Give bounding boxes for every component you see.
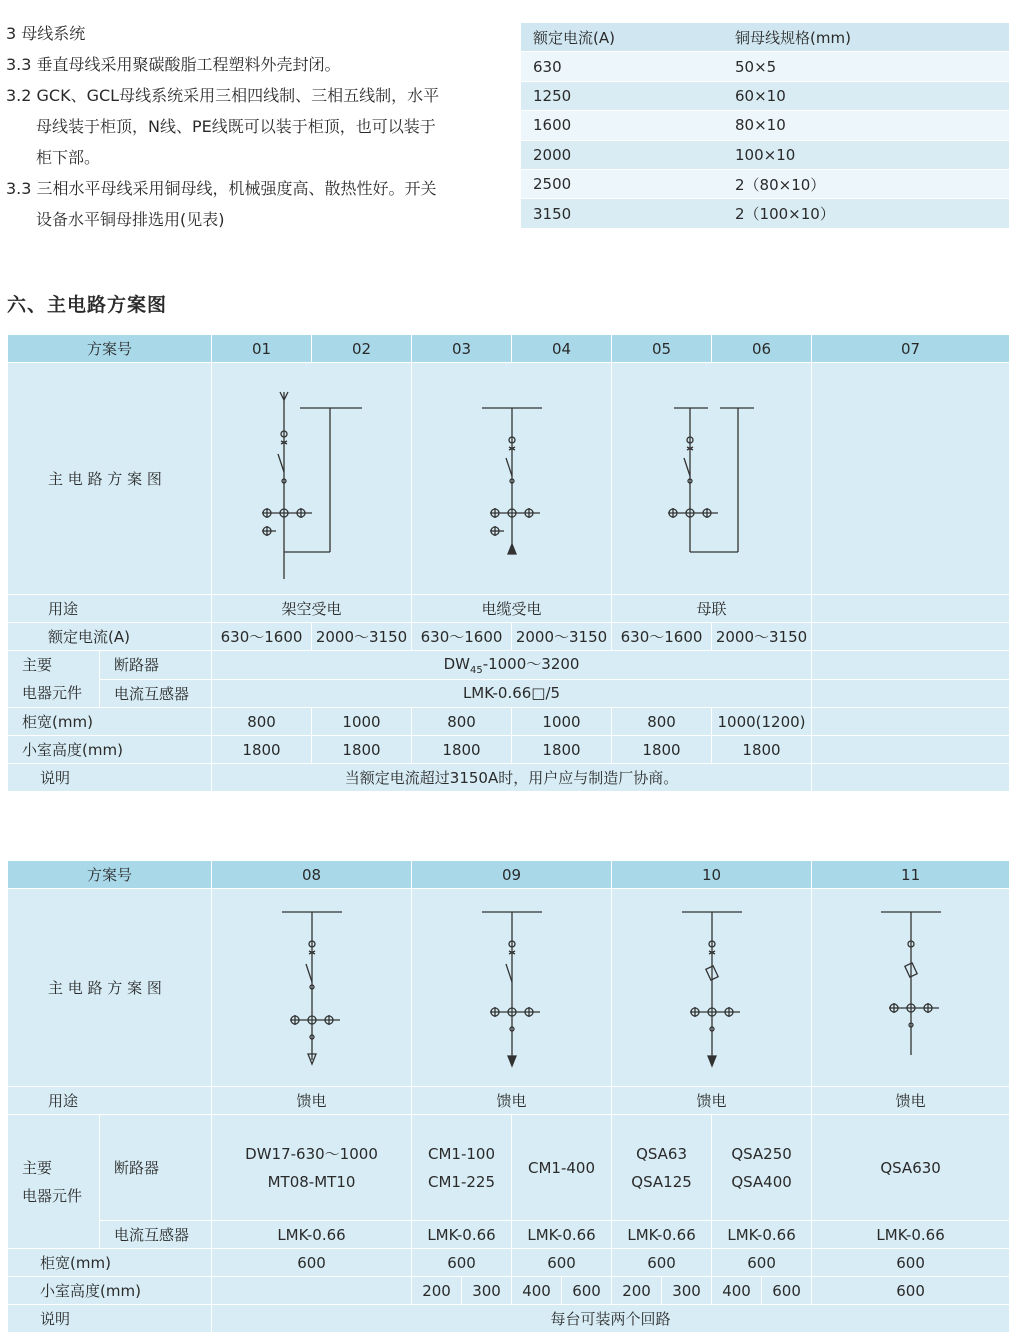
height-value: 1800: [312, 736, 412, 764]
breaker-value: [212, 651, 812, 680]
cell: 2000: [521, 140, 723, 169]
cell: 1250: [521, 81, 723, 110]
cell: 1600: [521, 111, 723, 140]
height-value: 400: [512, 1277, 562, 1305]
diagram-cell-10: [612, 889, 812, 1087]
current-value: 2000～3150: [312, 623, 412, 651]
main-components-label: [8, 1115, 100, 1249]
current-value: 630～1600: [212, 623, 312, 651]
diagram-cell-11: [812, 889, 1010, 1087]
table-row: [521, 81, 1009, 110]
table-row: [8, 1249, 1010, 1277]
circuit-diagram-overhead-incoming: [212, 364, 412, 594]
breaker-line: DW17-630～1000: [245, 1144, 378, 1163]
height-value: 600: [562, 1277, 612, 1305]
width-value: 1000: [512, 708, 612, 736]
breaker-line: CM1-225: [428, 1172, 496, 1191]
breaker-value-10b: [712, 1115, 812, 1221]
use-value: 馈电: [812, 1087, 1010, 1115]
table-row: [8, 736, 1010, 764]
current-value: 630～1600: [412, 623, 512, 651]
table-row: [8, 1087, 1010, 1115]
breaker-value-09b: CM1-400: [512, 1115, 612, 1221]
width-value: 600: [612, 1249, 712, 1277]
empty-cell: [212, 1277, 412, 1305]
height-value: 600: [762, 1277, 812, 1305]
empty-cell: [812, 623, 1010, 651]
notes-block: [6, 18, 516, 235]
breaker-line: QSA63: [636, 1144, 688, 1163]
table-row: [8, 335, 1010, 363]
ct-value: LMK-0.66: [412, 1221, 512, 1249]
width-value: 800: [412, 708, 512, 736]
width-label: 柜宽(mm): [8, 1249, 212, 1277]
breaker-value-10a: [612, 1115, 712, 1221]
height-value: 300: [662, 1277, 712, 1305]
width-value: 600: [712, 1249, 812, 1277]
note-line: 3.3 三相水平母线采用铜母线，机械强度高、散热性好。开关: [6, 179, 437, 198]
height-value: 200: [412, 1277, 462, 1305]
empty-cell: [812, 764, 1010, 792]
cell: 2500: [521, 169, 723, 198]
table-row: [8, 679, 1010, 708]
breaker-prefix: DW: [443, 655, 470, 674]
width-value: 600: [212, 1249, 412, 1277]
ct-value: LMK-0.66: [612, 1221, 712, 1249]
table-row: [8, 764, 1010, 792]
height-value: 200: [612, 1277, 662, 1305]
table-row: [8, 889, 1010, 1087]
use-value: 馈电: [412, 1087, 612, 1115]
ct-label: 电流互感器: [100, 679, 212, 708]
cell: 2（80×10）: [723, 169, 1009, 198]
width-value: 1000: [312, 708, 412, 736]
diagram-label: 主 电 路 方 案 图: [8, 363, 212, 595]
cell: 50×5: [723, 52, 1009, 81]
height-value: 1800: [412, 736, 512, 764]
table-row: [8, 1277, 1010, 1305]
note-line: 3.2 GCK、GCL母线系统采用三相四线制、三相五线制，水平: [6, 86, 440, 105]
breaker-line: CM1-100: [428, 1144, 496, 1163]
diagram-cell-05-06: [612, 363, 812, 595]
scheme-number: 01: [212, 335, 312, 363]
breaker-line: MT08-MT10: [267, 1172, 356, 1191]
note-line: 3.3 垂直母线采用聚碳酸脂工程塑料外壳封闭。: [6, 55, 341, 74]
breaker-line: QSA400: [731, 1172, 792, 1191]
use-label: 用途: [8, 1087, 212, 1115]
scheme-label: 方案号: [8, 335, 212, 363]
use-value: 馈电: [612, 1087, 812, 1115]
current-value: 2000～3150: [712, 623, 812, 651]
busbar-spec-table: [521, 23, 1009, 229]
table-row: [521, 140, 1009, 169]
use-label: 用途: [8, 595, 212, 623]
width-value: 600: [412, 1249, 512, 1277]
use-value: 母联: [612, 595, 812, 623]
table-row: [8, 861, 1010, 889]
empty-cell: [812, 708, 1010, 736]
scheme-number: 03: [412, 335, 512, 363]
circuit-diagram-bus-tie: [612, 364, 812, 594]
height-label: 小室高度(mm): [8, 1277, 212, 1305]
table-row: [8, 1221, 1010, 1249]
circuit-diagram-cable-incoming: [412, 364, 612, 594]
height-value: 300: [462, 1277, 512, 1305]
diagram-cell-03-04: [412, 363, 612, 595]
diagram-label: 主 电 路 方 案 图: [8, 889, 212, 1087]
note-value: 当额定电流超过3150A时，用户应与制造厂协商。: [212, 764, 812, 792]
table-row: [8, 623, 1010, 651]
table-row: [521, 169, 1009, 198]
scheme-number: 05: [612, 335, 712, 363]
use-value: 馈电: [212, 1087, 412, 1115]
circuit-diagram-feeder-11: [812, 890, 1010, 1086]
table-row: [521, 52, 1009, 81]
scheme-number: 10: [612, 861, 812, 889]
scheme-number: 04: [512, 335, 612, 363]
current-value: 630～1600: [612, 623, 712, 651]
table-row: [8, 363, 1010, 595]
note-label: 说明: [8, 1305, 212, 1333]
note-line: 3 母线系统: [6, 24, 86, 43]
use-value: 电缆受电: [412, 595, 612, 623]
note-label: 说明: [8, 764, 212, 792]
breaker-value-08: [212, 1115, 412, 1221]
use-value: 架空受电: [212, 595, 412, 623]
cell: 630: [521, 52, 723, 81]
width-value: 800: [612, 708, 712, 736]
header-busbar-size: 铜母线规格(mm): [723, 23, 1009, 52]
ct-value: LMK-0.66: [512, 1221, 612, 1249]
breaker-label: 断路器: [100, 651, 212, 680]
height-label: 小室高度(mm): [8, 736, 212, 764]
cell: 80×10: [723, 111, 1009, 140]
width-value: 800: [212, 708, 312, 736]
height-value: 1800: [512, 736, 612, 764]
header-rated-current: 额定电流(A): [521, 23, 723, 52]
width-label: 柜宽(mm): [8, 708, 212, 736]
circuit-diagram-feeder-09: [412, 890, 612, 1086]
cell: 2（100×10）: [723, 199, 1009, 228]
empty-cell: [812, 595, 1010, 623]
scheme-number: 06: [712, 335, 812, 363]
table-row: [8, 651, 1010, 680]
scheme-number: 02: [312, 335, 412, 363]
table-row: [521, 199, 1009, 228]
note-line: 设备水平铜母排选用(见表): [36, 210, 225, 229]
empty-cell: [812, 651, 1010, 680]
height-value: 1800: [612, 736, 712, 764]
label-line: 主要: [22, 1158, 53, 1177]
table-row: [521, 23, 1009, 52]
breaker-line: QSA125: [631, 1172, 692, 1191]
breaker-line: QSA250: [731, 1144, 792, 1163]
height-value: 400: [712, 1277, 762, 1305]
section-title: 六、主电路方案图: [7, 294, 168, 316]
main-components-label: [8, 651, 100, 708]
breaker-label: 断路器: [100, 1115, 212, 1221]
breaker-value-09a: [412, 1115, 512, 1221]
width-value: 600: [812, 1249, 1010, 1277]
breaker-suffix: -1000～3200: [482, 655, 580, 674]
breaker-value-11: QSA630: [812, 1115, 1010, 1221]
current-value: 2000～3150: [512, 623, 612, 651]
breaker-subscript: 45: [469, 665, 483, 677]
current-label: 额定电流(A): [8, 623, 212, 651]
main-circuit-table-2: [7, 860, 1010, 1333]
height-value: 1800: [712, 736, 812, 764]
cell: 3150: [521, 199, 723, 228]
ct-label: 电流互感器: [100, 1221, 212, 1249]
label-line: 电器元件: [22, 684, 83, 702]
cell: 100×10: [723, 140, 1009, 169]
table-row: [8, 595, 1010, 623]
ct-value: LMK-0.66: [812, 1221, 1010, 1249]
empty-cell: [812, 736, 1010, 764]
table-row: [8, 1115, 1010, 1221]
ct-value: LMK-0.66□/5: [212, 679, 812, 708]
cell: 60×10: [723, 81, 1009, 110]
diagram-cell-09: [412, 889, 612, 1087]
height-value: 600: [812, 1277, 1010, 1305]
diagram-cell-08: [212, 889, 412, 1087]
scheme-number: 08: [212, 861, 412, 889]
table-row: [8, 708, 1010, 736]
label-line: 电器元件: [22, 1186, 83, 1205]
diagram-cell-07: [812, 363, 1010, 595]
diagram-cell-01-02: [212, 363, 412, 595]
ct-value: LMK-0.66: [712, 1221, 812, 1249]
circuit-diagram-feeder-10: [612, 890, 812, 1086]
height-value: 1800: [212, 736, 312, 764]
ct-value: LMK-0.66: [212, 1221, 412, 1249]
circuit-diagram-feeder-08: [212, 890, 412, 1086]
note-line: 柜下部。: [36, 148, 101, 167]
width-value: 600: [512, 1249, 612, 1277]
table-row: [521, 111, 1009, 140]
scheme-number: 09: [412, 861, 612, 889]
note-value: 每台可装两个回路: [212, 1305, 1010, 1333]
main-circuit-table-1: [7, 334, 1010, 792]
empty-cell: [812, 679, 1010, 708]
scheme-number: 11: [812, 861, 1010, 889]
width-value: 1000(1200): [712, 708, 812, 736]
table-row: [8, 1305, 1010, 1333]
scheme-number: 07: [812, 335, 1010, 363]
label-line: 主要: [22, 656, 53, 674]
scheme-label: 方案号: [8, 861, 212, 889]
note-line: 母线装于柜顶，N线、PE线既可以装于柜顶，也可以装于: [36, 117, 436, 136]
